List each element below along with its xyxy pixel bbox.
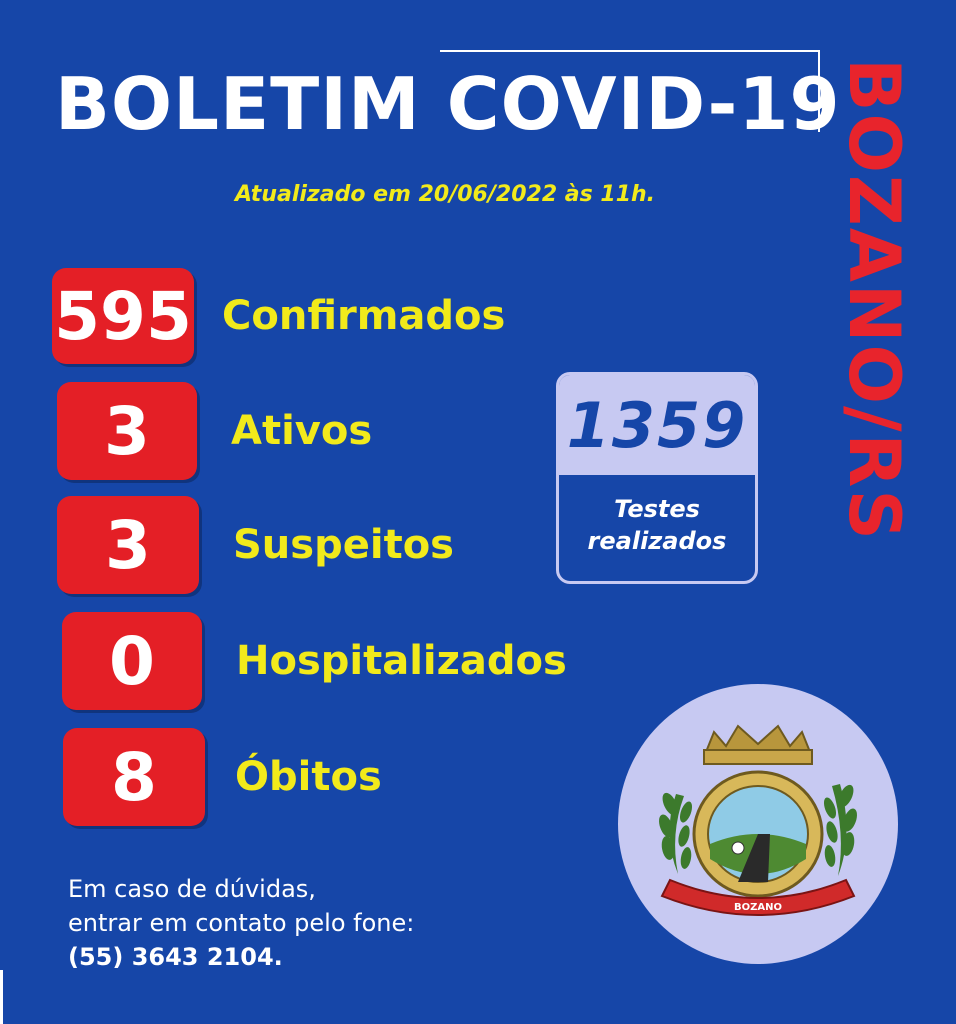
stat-value-obitos: 8 — [63, 728, 205, 826]
stat-label-obitos: Óbitos — [235, 754, 382, 800]
stat-label-suspeitos: Suspeitos — [233, 522, 454, 568]
stat-value-suspeitos: 3 — [57, 496, 199, 594]
contact-line2: entrar em contato pelo fone: — [68, 909, 415, 937]
municipal-coat-of-arms-icon — [618, 684, 898, 964]
shield-icon — [694, 772, 822, 896]
seal-circle — [618, 684, 898, 964]
crown-icon — [704, 726, 812, 764]
contact-line1: Em caso de dúvidas, — [68, 875, 316, 903]
tests-number: 1359 — [566, 388, 748, 462]
stat-value-hospitalizados: 0 — [62, 612, 202, 710]
brand-vertical-label — [833, 56, 915, 544]
contact-phone: (55) 3643 2104. — [68, 943, 283, 971]
stat-row-suspeitos — [57, 496, 454, 594]
tests-card — [556, 372, 758, 584]
title-frame-top-line — [440, 50, 820, 52]
laurel-left-icon — [656, 791, 694, 874]
stat-value-ativos: 3 — [57, 382, 197, 480]
page-title: BOLETIM COVID-19 — [55, 62, 841, 146]
stat-label-confirmados: Confirmados — [222, 293, 506, 339]
wheat-right-icon — [822, 783, 860, 876]
ribbon-text: BOZANO — [734, 902, 782, 913]
contact-info — [68, 872, 414, 974]
stat-label-hospitalizados: Hospitalizados — [236, 638, 567, 684]
tests-label-line1: Testes — [614, 495, 700, 523]
stat-value-confirmados: 595 — [52, 268, 194, 364]
updated-timestamp: Atualizado em 20/06/2022 às 11h. — [234, 182, 656, 207]
stat-row-obitos — [63, 728, 382, 826]
brand-vertical-text: BOZANO/RS — [833, 58, 915, 542]
stat-row-hospitalizados — [62, 612, 567, 710]
stat-label-ativos: Ativos — [231, 408, 373, 454]
tests-label-line2: realizados — [587, 527, 727, 555]
tests-label — [559, 475, 755, 557]
edge-mark — [0, 970, 3, 1024]
stat-row-ativos — [57, 382, 372, 480]
stat-row-confirmados — [52, 268, 505, 364]
tests-number-panel — [559, 375, 755, 475]
